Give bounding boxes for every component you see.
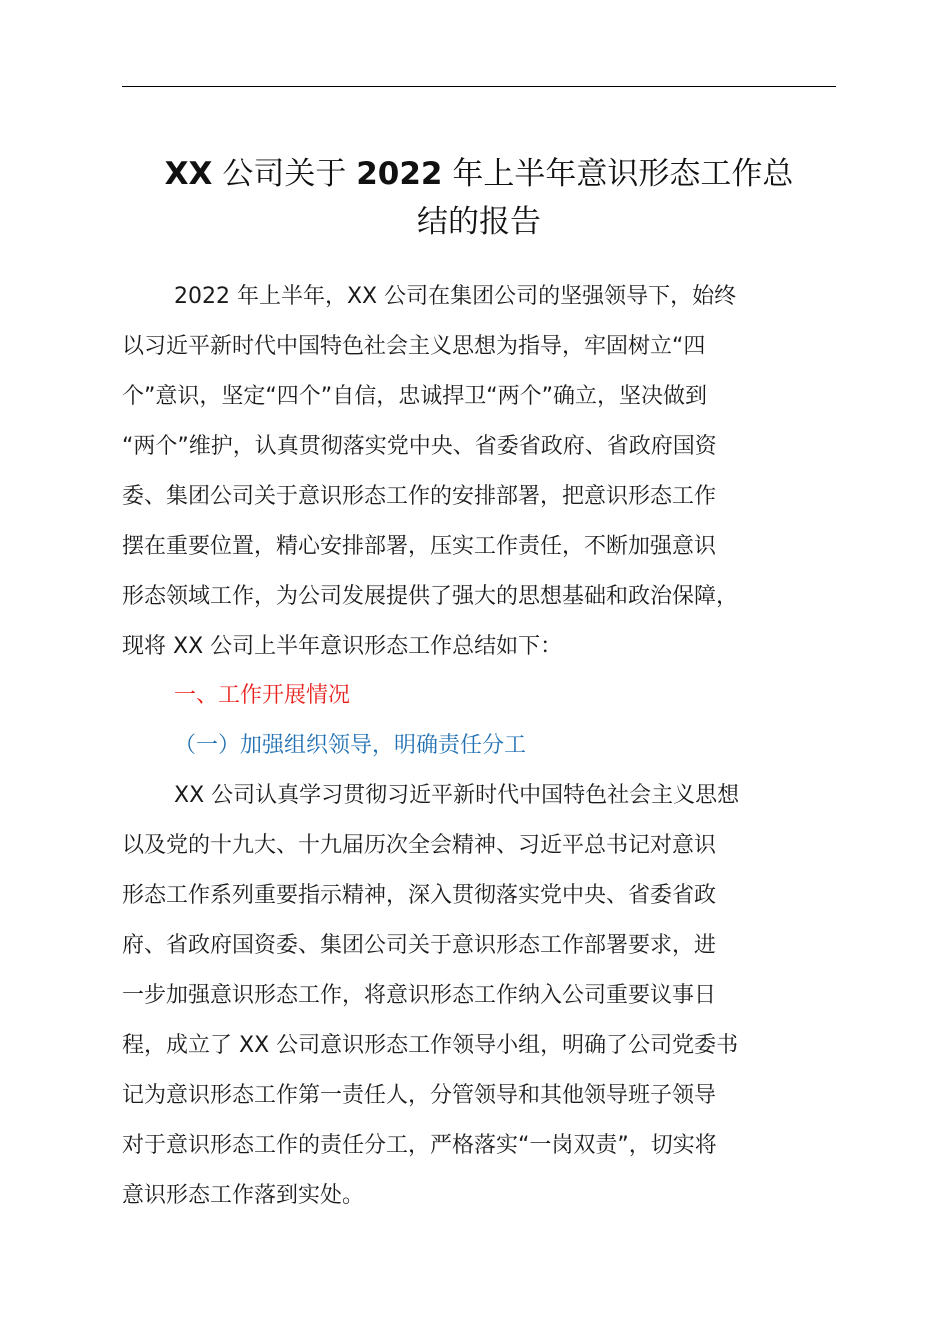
section-heading: 一、工作开展情况 <box>174 683 351 708</box>
intro-line: 2022 年上半年，XX 公司在集团公司的坚强领导下，始终 <box>174 284 737 309</box>
paragraph-line: 以及党的十九大、十九届历次全会精神、习近平总书记对意识 <box>122 833 717 858</box>
intro-line: 摆在重要位置，精心安排部署，压实工作责任，不断加强意识 <box>122 534 717 559</box>
paragraph-line: 府、省政府国资委、集团公司关于意识形态工作部署要求，进 <box>122 933 717 958</box>
paragraph-line: 记为意识形态工作第一责任人，分管领导和其他领导班子领导 <box>122 1083 717 1108</box>
intro-line: 个”意识，坚定“四个”自信，忠诚捍卫“两个”确立，坚决做到 <box>122 384 707 409</box>
title-part-xx: XX <box>164 156 213 192</box>
intro-line: 形态领域工作，为公司发展提供了强大的思想基础和政治保障， <box>122 584 739 609</box>
title-part-year: 2022 <box>356 156 443 192</box>
paragraph-line: 意识形态工作落到实处。 <box>122 1183 365 1208</box>
intro-paragraph <box>122 272 862 672</box>
intro-line: 现将 XX 公司上半年意识形态工作总结如下： <box>122 634 563 659</box>
paragraph-1 <box>122 771 862 1221</box>
paragraph-line: 一步加强意识形态工作，将意识形态工作纳入公司重要议事日 <box>122 983 717 1008</box>
document-title <box>120 150 838 246</box>
paragraph-line: XX 公司认真学习贯彻习近平新时代中国特色社会主义思想 <box>174 783 740 808</box>
intro-line: 委、集团公司关于意识形态工作的安排部署，把意识形态工作 <box>122 484 717 509</box>
paragraph-line: 对于意识形态工作的责任分工，严格落实“一岗双责”，切实将 <box>122 1133 717 1158</box>
title-line-2: 结的报告 <box>417 204 541 240</box>
intro-line: 以习近平新时代中国特色社会主义思想为指导，牢固树立“四 <box>122 334 706 359</box>
title-line-1 <box>120 150 838 198</box>
title-part-company: 公司关于 <box>212 156 357 192</box>
subsection-heading: （一）加强组织领导，明确责任分工 <box>174 733 527 758</box>
header-rule <box>122 86 836 87</box>
paragraph-line: 程，成立了 XX 公司意识形态工作领导小组，明确了公司党委书 <box>122 1033 739 1058</box>
paragraph-line: 形态工作系列重要指示精神，深入贯彻落实党中央、省委省政 <box>122 883 717 908</box>
intro-line: “两个”维护，认真贯彻落实党中央、省委省政府、省政府国资 <box>122 434 717 459</box>
title-part-rest: 年上半年意识形态工作总 <box>442 156 794 192</box>
